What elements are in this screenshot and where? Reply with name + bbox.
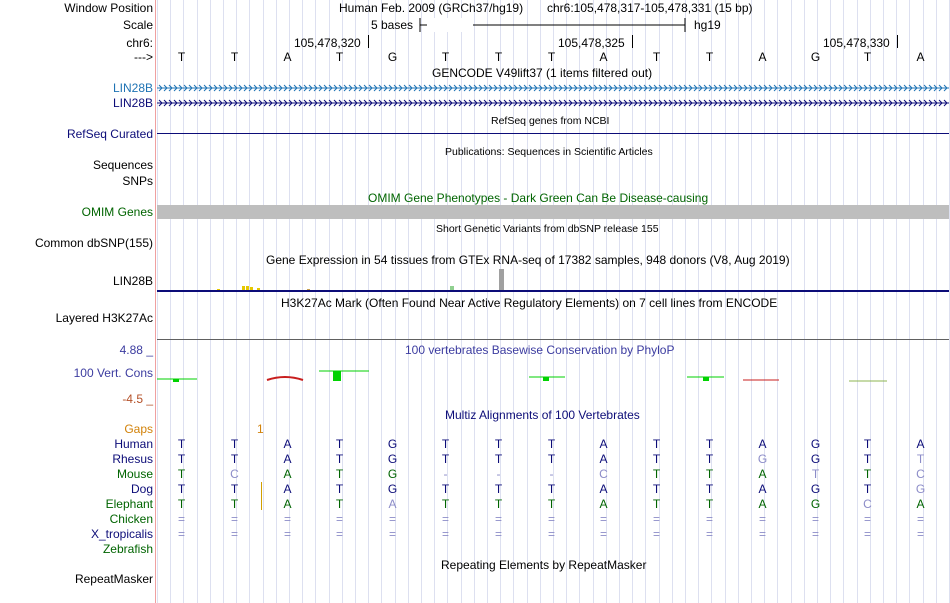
alignment-base: A [758,437,767,451]
gencode-transcript-2[interactable] [157,97,949,109]
alignment-base: T [177,437,186,451]
alignment-base: T [863,437,872,451]
alignment-base: = [705,512,713,526]
gencode-transcript-1[interactable] [157,82,949,94]
alignment-base: G [387,482,398,496]
alignment-base: = [652,512,660,526]
species-label[interactable]: Elephant [105,497,153,511]
alignment-base: T [705,437,714,451]
alignment-base: T [652,452,661,466]
alignment-base: T [705,452,714,466]
alignment-base: T [441,497,450,511]
gap-marker [261,482,262,510]
alignment-base: = [388,512,396,526]
species-label[interactable]: Human [114,437,153,451]
phylop-conservation-graph[interactable] [157,360,949,390]
alignment-base: T [494,482,503,496]
window-position-label: Window Position [64,1,153,15]
alignment-base: C [230,467,239,481]
alignment-base: G [810,482,821,496]
alignment-base: T [863,452,872,466]
alignment-base: G [387,437,398,451]
alignment-base: - [496,467,501,481]
refseq-title: RefSeq genes from NCBI [491,115,610,127]
alignment-base: T [863,467,872,481]
base-letter: G [810,50,821,64]
repeatmasker-title: Repeating Elements by RepeatMasker [441,558,647,572]
gaps-label[interactable]: Gaps [124,422,153,436]
alignment-base: T [441,452,450,466]
alignment-base: T [230,482,239,496]
species-label[interactable]: X_tropicalis [90,527,153,541]
gencode-item-label-2[interactable]: LIN28B [112,96,153,110]
alignment-base: - [443,467,448,481]
alignment-base: = [811,527,819,541]
alignment-base: = [177,512,185,526]
scale-label: Scale [122,18,153,32]
refseq-line[interactable] [157,133,949,134]
alignment-base: T [494,437,503,451]
dbsnp-label[interactable]: Common dbSNP(155) [34,236,153,250]
species-label[interactable]: Dog [130,482,153,496]
publications-label[interactable]: Sequences [92,158,153,172]
alignment-base: T [705,467,714,481]
alignment-base: T [705,497,714,511]
alignment-base: T [652,482,661,496]
alignment-base: A [758,482,767,496]
base-letter: G [387,50,398,64]
alignment-base: T [177,467,186,481]
alignment-base: = [441,527,449,541]
alignment-base: A [283,482,292,496]
scale-bar [415,17,690,33]
coord-tick-1: 105,478,320 [294,36,361,50]
h3k27ac-baseline [157,339,949,340]
alignment-base: C [863,497,872,511]
alignment-base: = [811,512,819,526]
alignment-base: G [757,452,768,466]
repeatmasker-label[interactable]: RepeatMasker [74,572,153,586]
alignment-base: T [705,482,714,496]
assembly-title: Human Feb. 2009 (GRCh37/hg19) [339,1,524,15]
alignment-base: = [758,527,766,541]
strand-label: ---> [134,50,153,64]
alignment-base: T [652,497,661,511]
gtex-title: Gene Expression in 54 tissues from GTEx RNA-seq of 17382 samples, 948 donors (V8, Aug 2019) [266,253,790,267]
h3k27ac-label[interactable]: Layered H3K27Ac [55,311,153,325]
base-letter: T [441,50,450,64]
alignment-base: G [810,497,821,511]
base-letter: T [652,50,661,64]
alignment-base: A [599,437,608,451]
alignment-base: T [230,452,239,466]
base-letter: T [494,50,503,64]
alignment-base: T [547,482,556,496]
chrom-label: chr6: [126,36,153,50]
coord-tick-mark-1 [368,35,369,48]
refseq-label[interactable]: RefSeq Curated [66,127,153,141]
species-label[interactable]: Chicken [109,512,153,526]
alignment-base: = [547,527,555,541]
alignment-base: T [811,467,820,481]
alignment-base: T [230,437,239,451]
alignment-base: = [863,527,871,541]
base-letter: T [705,50,714,64]
alignment-base: A [758,467,767,481]
phylop-label[interactable]: 100 Vert. Cons [73,366,153,380]
snps-label[interactable]: SNPs [122,174,153,188]
alignment-base: T [177,482,186,496]
alignment-base: A [283,437,292,451]
alignment-base: = [599,512,607,526]
base-letter: A [599,50,608,64]
gencode-title: GENCODE V49lift37 (1 items filtered out) [432,66,653,80]
alignment-base: A [916,497,925,511]
alignment-base: = [283,527,291,541]
omim-label[interactable]: OMIM Genes [81,205,153,219]
base-letter: A [283,50,292,64]
alignment-base: T [335,437,344,451]
alignment-base: = [441,512,449,526]
alignment-base: A [388,497,397,511]
alignment-base: T [547,437,556,451]
base-letter: T [230,50,239,64]
phylop-min: -4.5 _ [122,392,153,406]
alignment-base: = [494,527,502,541]
gencode-item-label-1[interactable]: LIN28B [112,81,153,95]
alignment-base: G [810,437,821,451]
coord-tick-2: 105,478,325 [558,36,625,50]
alignment-base: T [177,497,186,511]
species-label[interactable]: Zebrafish [102,542,153,556]
alignment-base: A [599,497,608,511]
position-text[interactable]: chr6:105,478,317-105,478,331 (15 bp) [547,1,753,15]
publications-title: Publications: Sequences in Scientific Articles [445,146,653,158]
alignment-base: A [283,467,292,481]
alignment-base: = [705,527,713,541]
alignment-base: = [335,512,343,526]
alignment-base: T [547,497,556,511]
alignment-base: T [494,497,503,511]
alignment-base: A [599,452,608,466]
base-letter: T [863,50,872,64]
coord-tick-3: 105,478,330 [823,36,890,50]
h3k27ac-title: H3K27Ac Mark (Often Found Near Active Regulatory Elements) on 7 cell lines from ENCODE [281,296,778,310]
gap-count: 1 [257,422,264,436]
alignment-base: A [916,437,925,451]
species-label[interactable]: Mouse [116,467,153,481]
base-letter: T [177,50,186,64]
base-letter: T [335,50,344,64]
alignment-base: = [283,512,291,526]
alignment-base: A [599,482,608,496]
alignment-base: A [283,497,292,511]
base-letter: A [758,50,767,64]
alignment-base: T [916,452,925,466]
gtex-bar-main [499,269,504,291]
dbsnp-title: Short Genetic Variants from dbSNP release 155 [436,223,659,235]
base-letter: T [547,50,556,64]
alignment-base: = [599,527,607,541]
alignment-base: T [441,437,450,451]
omim-title: OMIM Gene Phenotypes - Dark Green Can Be Disease-causing [368,191,709,205]
gtex-label[interactable]: LIN28B [112,274,153,288]
scale-text: 5 bases [371,18,414,32]
alignment-base: T [652,437,661,451]
alignment-base: T [335,497,344,511]
base-letter: A [916,50,925,64]
alignment-base: T [335,467,344,481]
multiz-title: Multiz Alignments of 100 Vertebrates [445,408,640,422]
coord-tick-mark-2 [632,35,633,48]
omim-gene-bar[interactable] [157,205,949,219]
alignment-base: G [915,482,926,496]
phylop-title: 100 vertebrates Basewise Conservation by PhyloP [405,343,675,357]
alignment-base: = [758,512,766,526]
alignment-base: = [494,512,502,526]
alignment-base: - [549,467,554,481]
alignment-base: A [283,452,292,466]
db-name: hg19 [694,18,721,32]
alignment-base: G [387,467,398,481]
gtex-expression-graph[interactable] [157,268,949,294]
alignment-base: T [177,452,186,466]
alignment-base: = [335,527,343,541]
alignment-base: = [388,527,396,541]
species-label[interactable]: Rhesus [112,452,153,466]
alignment-base: = [177,527,185,541]
phylop-max: 4.88 _ [119,343,153,357]
alignment-base: T [547,452,556,466]
alignment-base: T [441,482,450,496]
alignment-base: T [863,482,872,496]
alignment-base: = [863,512,871,526]
alignment-base: G [810,452,821,466]
alignment-base: = [652,527,660,541]
alignment-base: = [547,512,555,526]
alignment-base: T [335,452,344,466]
alignment-base: C [599,467,608,481]
alignment-base: G [387,452,398,466]
alignment-base: = [230,527,238,541]
alignment-base: = [916,527,924,541]
alignment-base: T [335,482,344,496]
alignment-base: A [758,497,767,511]
alignment-base: T [494,452,503,466]
alignment-base: T [652,467,661,481]
alignment-base: = [230,512,238,526]
alignment-base: = [916,512,924,526]
alignment-base: C [916,467,925,481]
alignment-base: T [230,497,239,511]
coord-tick-mark-3 [897,35,898,48]
